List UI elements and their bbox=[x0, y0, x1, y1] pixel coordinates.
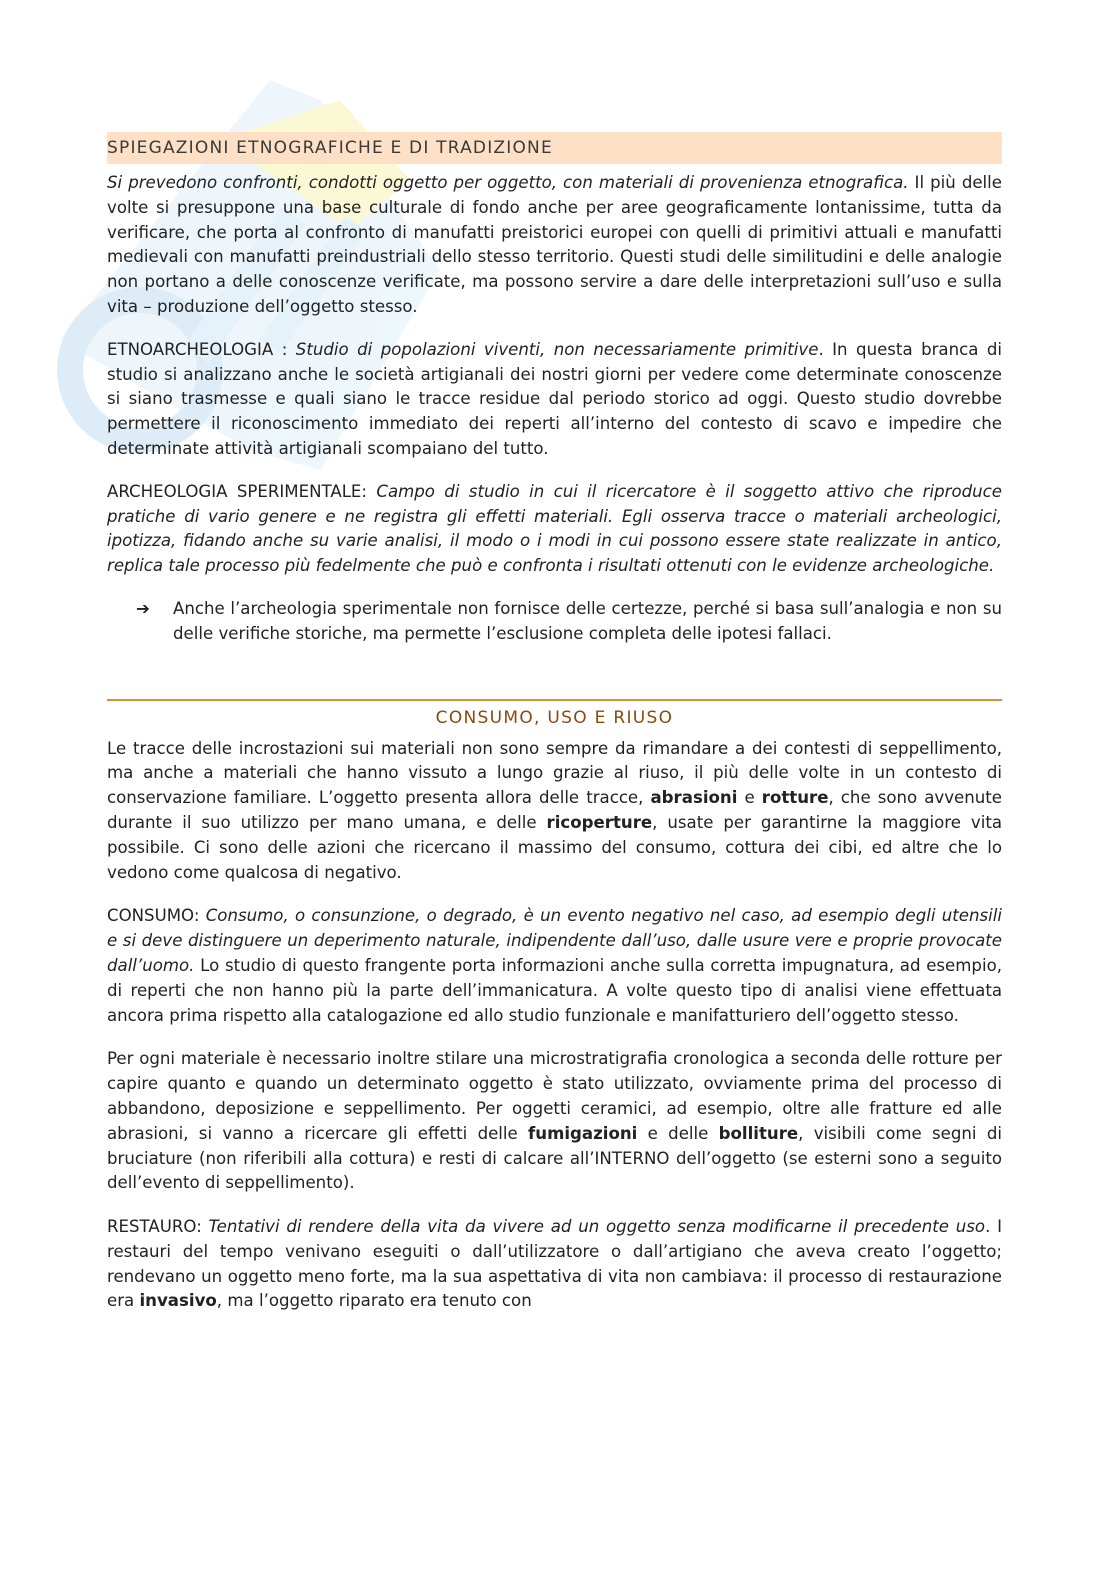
paragraph-restauro: RESTAURO: Tentativi di rendere della vita da vivere ad un oggetto senza modificarne il precedente uso. I restauri del tempo venivano eseguiti o dall’utilizzatore o dall’artigiano che aveva creato l’oggetto; rendevano un oggetto meno forte, ma la sua aspettativa di vita non cambiava: il processo di restaurazione era invasivo, ma l’oggetto riparato era tenuto con bbox=[107, 1217, 1003, 1311]
bold-ricoperture: ricoperture bbox=[546, 812, 653, 832]
restauro-definition: Tentativi di rendere della vita da vivere ad un oggetto senza modificarne il precedente uso bbox=[208, 1217, 986, 1237]
intro-text: Il più delle volte si presuppone una base culturale di fondo anche per aree geograficamente lontanissime, tutta da verificare, che porta al confronto di manufatti preistorici europei con quelli di primitivi attuali e manufatti medievali con manufatti preindustriali dello stesso territorio. Questi studi delle similitudini e delle analogie non portano a delle conoscenze verificate, ma possono servire a dare delle interpretazioni sull’uso e sulla vita – produzione dell’oggetto stesso. bbox=[107, 173, 1002, 316]
bold-invasivo: invasivo bbox=[139, 1291, 217, 1311]
term-etnoarcheologia: ETNOARCHEOLOGIA : bbox=[107, 339, 296, 359]
paragraph-microstratigrafia: Per ogni materiale è necessario inoltre stilare una microstratigrafia cronologica a seconda delle rotture per capire quanto e quando un determinato oggetto è stato utilizzato, ovviamente prima del processo di abbandono, deposizione e seppellimento. Per oggetti ceramici, ad esempio, oltre alle fratture ed alle abrasioni, si vanno a ricercare gli effetti delle fumigazioni e delle bolliture, visibili come segni di bruciature (non riferibili alla cottura) e resti di calcare all’INTERNO dell’oggetto (se esterni sono a seguito dell’evento di seppellimento). bbox=[107, 1049, 1002, 1193]
bold-abrasioni: abrasioni bbox=[650, 788, 738, 808]
paragraph-consumo: CONSUMO: Consumo, o consunzione, o degrado, è un evento negativo nel caso, ad esempio degli utensili e si deve distinguere un deperimento naturale, indipendente dall’uso, dalle usure vere e proprie provocate dall’uomo. Lo studio di questo frangente porta informazioni anche sulla corretta impugnatura, ad esempio, di reperti che non hanno più la parte dell’immanicatura. A volte questo tipo di analisi viene effettuata ancora prima rispetto alla catalogazione ed allo studio funzionale e manifatturiero dell’oggetto stesso. bbox=[107, 906, 1002, 1025]
consumo-definition: Consumo, o consunzione, o degrado, è un evento negativo nel caso, ad esempio degli utensili e si deve distinguere un deperimento naturale, indipendente dall’uso, dalle usure vere e proprie provocate dall’uomo. bbox=[107, 906, 1002, 975]
arrow-bullet-icon: ➔ bbox=[136, 598, 150, 618]
bullet-text: Anche l’archeologia sperimentale non fornisce delle certezze, perché si basa sull’analogia e non su delle verifiche storiche, ma permette l’esclusione completa delle ipotesi fallaci. bbox=[173, 598, 1002, 643]
etno-definition: Studio di popolazioni viventi, non necessariamente primitive bbox=[295, 339, 819, 359]
sperimentale-definition: Campo di studio in cui il ricercatore è il soggetto attivo che riproduce pratiche di vario genere e ne registra gli effetti materiali. Egli osserva tracce o materiali archeologici, ipotizza, fidando anche su varie analisi, il modo o i modi in cui possono essere state realizzate in antico, replica tale processo più fedelmente che può e confronta i risultati ottenuti con le evidenze archeologiche. bbox=[107, 481, 1002, 576]
document-page bbox=[107, 132, 1002, 1314]
term-sperimentale: ARCHEOLOGIA SPERIMENTALE: bbox=[107, 481, 377, 501]
bold-rotture: rotture bbox=[761, 788, 829, 808]
paragraph-incrostazioni: Le tracce delle incrostazioni sui materiali non sono sempre da rimandare a dei contesti di seppellimento, ma anche a materiali che hanno vissuto a lungo grazie al riuso, il più delle volte in un contesto di conservazione familiare. L’oggetto presenta allora delle tracce, abrasioni e rotture, che sono avvenute durante il suo utilizzo per mano umana, e delle ricoperture, usate per garantirne la maggiore vita possibile. Ci sono delle azioni che ricercano il massimo del consumo, cottura dei cibi, ed altre che lo vedono come qualcosa di negativo. bbox=[107, 738, 1003, 882]
bold-bolliture: bolliture bbox=[718, 1123, 799, 1143]
section-divider bbox=[107, 699, 1002, 701]
paragraph-etnoarcheologia bbox=[107, 338, 1002, 462]
bold-fumigazioni: fumigazioni bbox=[528, 1123, 638, 1143]
paragraph-intro bbox=[107, 171, 1002, 320]
section-heading-etnografiche: SPIEGAZIONI ETNOGRAFICHE E DI TRADIZIONE bbox=[107, 132, 1002, 164]
section-heading-consumo: CONSUMO, USO E RIUSO bbox=[435, 707, 674, 728]
intro-italic: Si prevedono confronti, condotti oggetto per oggetto, con materiali di provenienza etnografica. bbox=[107, 173, 909, 192]
term-consumo: CONSUMO: bbox=[107, 906, 206, 926]
term-restauro: RESTAURO: bbox=[107, 1217, 209, 1237]
bullet-item bbox=[107, 597, 1002, 647]
etno-text: . In questa branca di studio si analizzano anche le società artigianali dei nostri giorni per vedere come determinate conoscenze si siano trasmesse e quali siano le tracce residue dal periodo storico ad oggi. Questo studio dovrebbe permettere il riconoscimento immediato dei reperti all’interno del contesto di scavo e impedire che determinate attività artigianali scompaiano del tutto. bbox=[107, 339, 1002, 458]
paragraph-archeologia-sperimentale bbox=[107, 480, 1002, 579]
